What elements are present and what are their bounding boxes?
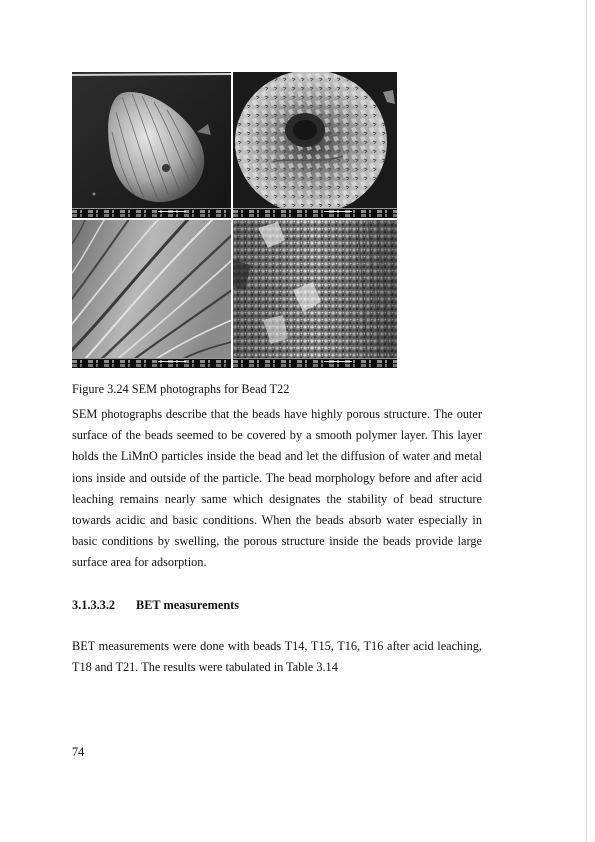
sem-info-bar: [233, 208, 397, 218]
paragraph-sem-description: SEM photographs describe that the beads have highly porous structure. The outer surface of the beads seemed to be covered by a smooth polymer layer. This layer holds the LiMnO particles inside the bead and let the diffusion of water and metal ions inside and outside of the particle. The bead morphology before and after acid leaching remains nearly same which designates the stability of bead structure towards acidic and basic conditions. When the beads absorb water especially in basic conditions by swelling, the porous structure inside the beads provide large surface area for adsorption.: [72, 407, 482, 570]
porous-interior-image: [233, 220, 397, 368]
cross-section-image: [233, 72, 397, 218]
sem-panel-cross-section: [233, 72, 397, 218]
sem-info-bar: [72, 208, 231, 218]
paragraph-bet-measurements: BET measurements were done with beads T14, T15, T16, T16 after acid leaching, T18 and T21. The results were tabulated in Table 3.14: [72, 639, 482, 675]
section-title: BET measurements: [136, 598, 240, 612]
page-number: 74: [72, 745, 85, 759]
section-number: 3.1.3.3.2: [72, 598, 116, 612]
sem-info-bar: [72, 358, 231, 368]
outer-surface-image: [72, 220, 231, 368]
figure-caption: Figure 3.24 SEM photographs for Bead T22: [72, 382, 290, 396]
sem-panel-porous-interior: [233, 220, 397, 368]
sem-panel-outer-surface: [72, 220, 231, 368]
section-heading: [72, 598, 239, 613]
page-edge-line: [586, 0, 587, 842]
sem-figure: [72, 72, 397, 368]
sem-info-bar: [233, 358, 397, 368]
whole-bead-image: [72, 72, 231, 218]
sem-panel-whole-bead: [72, 72, 231, 218]
